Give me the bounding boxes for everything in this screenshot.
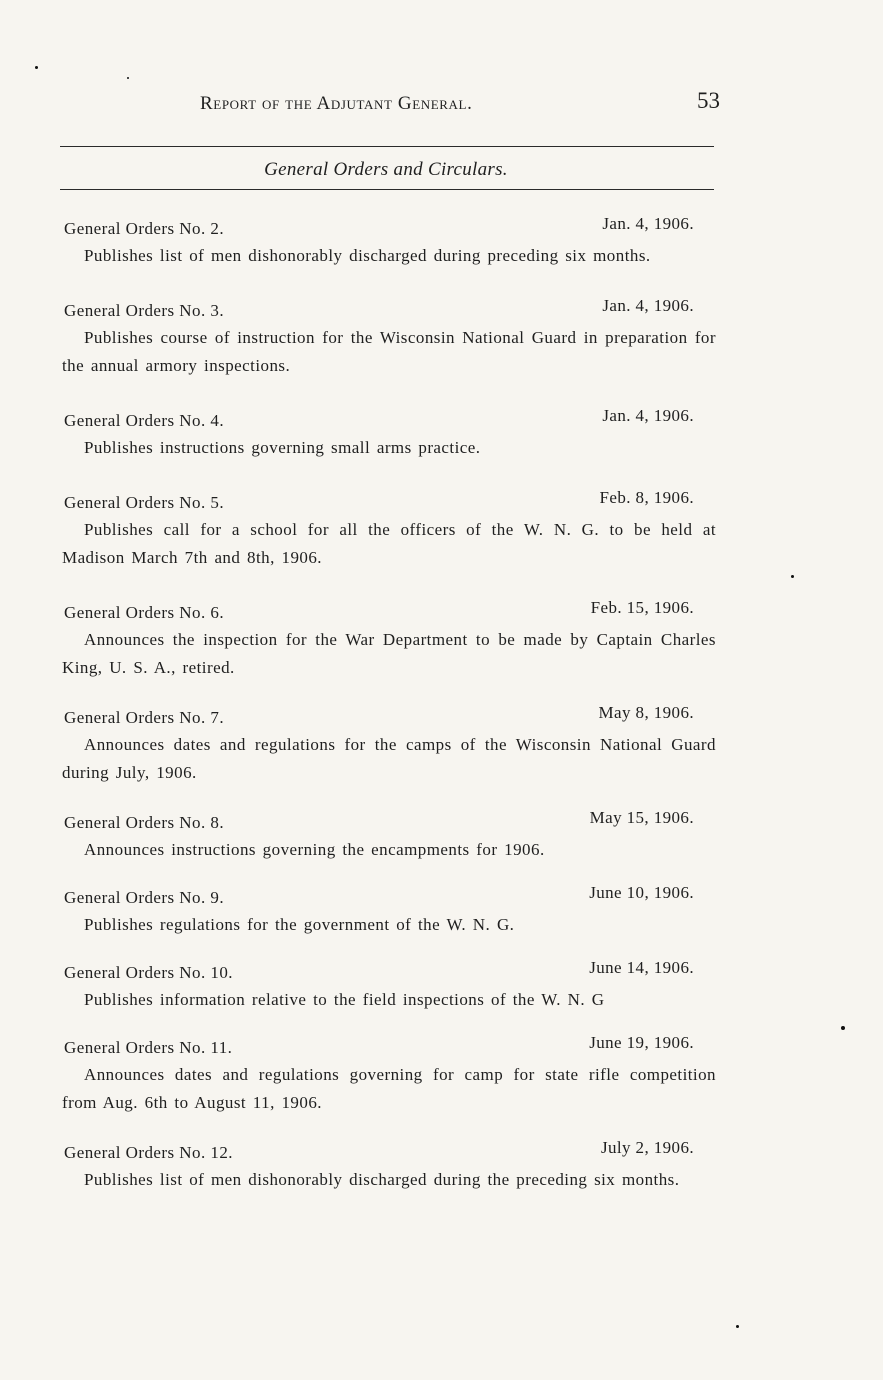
order-number: General Orders No. 5. — [64, 493, 225, 512]
order-date: May 8, 1906. — [598, 703, 694, 722]
order-entry-header — [62, 883, 720, 910]
order-description: Publishes instructions governing small arms practice. — [84, 438, 481, 457]
order-entry — [62, 296, 720, 380]
document-page — [62, 88, 722, 1189]
page-header — [62, 88, 722, 122]
order-description: Publishes course of instruction for the Wisconsin National Guard in preparation for the annual armory inspections. — [62, 328, 716, 375]
order-entry-header — [62, 1033, 720, 1060]
order-date: May 15, 1906. — [589, 808, 694, 827]
order-entry-header — [62, 296, 720, 323]
order-description: Publishes call for a school for all the officers of the W. N. G. to be held at Madison March 7th and 8th, 1906. — [62, 520, 716, 567]
order-description: Announces dates and regulations governing for camp for state rifle competition from Aug. 6th to August 11, 1906. — [62, 1065, 716, 1112]
order-date: June 14, 1906. — [589, 958, 694, 977]
order-entry-header — [62, 1138, 720, 1165]
order-date: Feb. 8, 1906. — [599, 488, 694, 507]
order-description: Announces dates and regulations for the camps of the Wisconsin National Guard during July, 1906. — [62, 735, 716, 782]
order-entry — [62, 1033, 720, 1117]
ink-speck — [35, 66, 38, 69]
ink-speck — [736, 1325, 739, 1328]
order-number: General Orders No. 4. — [64, 411, 225, 430]
order-description: Publishes information relative to the field inspections of the W. N. G — [84, 990, 605, 1009]
order-date: Jan. 4, 1906. — [602, 214, 694, 233]
ink-speck — [791, 575, 794, 578]
order-entry — [62, 488, 720, 572]
order-entry — [62, 598, 720, 682]
order-entry-header — [62, 214, 720, 241]
order-date: Jan. 4, 1906. — [602, 296, 694, 315]
running-head: Report of the Adjutant General. — [200, 93, 473, 114]
order-description: Publishes regulations for the government of the W. N. G. — [84, 915, 515, 934]
order-entry — [62, 1138, 720, 1194]
order-date: June 10, 1906. — [589, 883, 694, 902]
order-entry-header — [62, 598, 720, 625]
order-description: Publishes list of men dishonorably discharged during the preceding six months. — [84, 1170, 680, 1189]
top-rule — [60, 146, 714, 147]
orders-list — [62, 214, 720, 1194]
order-entry-header — [62, 406, 720, 433]
order-date: Jan. 4, 1906. — [602, 406, 694, 425]
order-number: General Orders No. 7. — [64, 708, 225, 727]
order-entry-header — [62, 488, 720, 515]
bottom-rule — [60, 189, 714, 190]
order-number: General Orders No. 8. — [64, 813, 225, 832]
order-number: General Orders No. 3. — [64, 301, 225, 320]
order-entry-header — [62, 703, 720, 730]
order-number: General Orders No. 11. — [64, 1038, 233, 1057]
section-subtitle: General Orders and Circulars. — [264, 159, 508, 180]
ink-speck — [127, 77, 129, 79]
order-entry — [62, 958, 720, 1014]
order-entry — [62, 883, 720, 939]
order-date: July 2, 1906. — [600, 1138, 694, 1157]
order-date: June 19, 1906. — [589, 1033, 694, 1052]
order-entry — [62, 214, 720, 270]
order-number: General Orders No. 12. — [64, 1143, 233, 1162]
order-entry — [62, 703, 720, 787]
order-number: General Orders No. 2. — [64, 219, 225, 238]
order-entry — [62, 406, 720, 462]
page-number: 53 — [697, 88, 720, 113]
order-number: General Orders No. 6. — [64, 603, 225, 622]
order-entry-header — [62, 958, 720, 985]
order-entry — [62, 808, 720, 864]
order-description: Announces the inspection for the War Department to be made by Captain Charles King, U. S. A., retired. — [62, 630, 716, 677]
order-number: General Orders No. 9. — [64, 888, 225, 907]
order-description: Publishes list of men dishonorably discharged during preceding six months. — [84, 246, 651, 265]
order-date: Feb. 15, 1906. — [590, 598, 694, 617]
order-description: Announces instructions governing the encampments for 1906. — [84, 840, 545, 859]
order-entry-header — [62, 808, 720, 835]
order-number: General Orders No. 10. — [64, 963, 233, 982]
ink-speck — [841, 1026, 845, 1030]
